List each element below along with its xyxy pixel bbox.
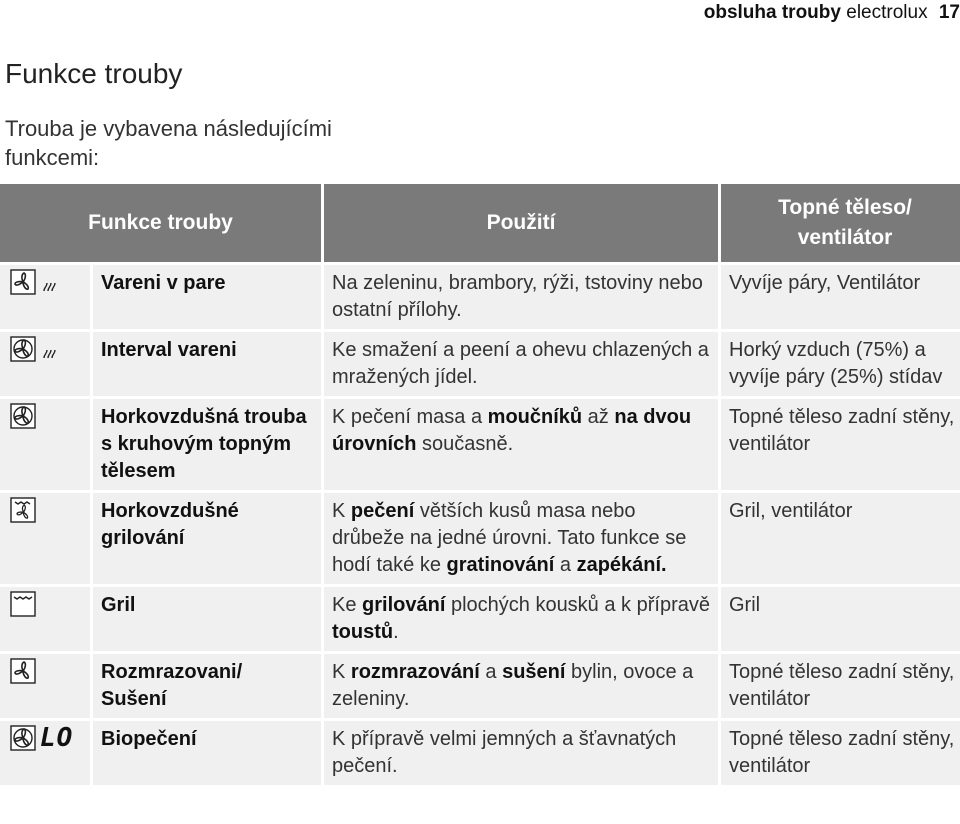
functions-table bbox=[0, 181, 960, 788]
function-name: Horkovzdušné grilování bbox=[93, 493, 321, 584]
function-use: Ke smažení a peení a ohevu chlazených a mražených jídel. bbox=[324, 332, 718, 396]
table-row bbox=[0, 654, 960, 718]
function-heating: Topné těleso zadní stěny, ventilátor bbox=[721, 399, 960, 490]
table-header-row bbox=[0, 184, 960, 262]
function-use: K pečení masa a moučníků až na dvou úrovních současně. bbox=[324, 399, 718, 490]
table-row bbox=[0, 493, 960, 584]
function-heating: Topné těleso zadní stěny, ventilátor bbox=[721, 721, 960, 785]
function-heating: Gril bbox=[721, 587, 960, 651]
table-row bbox=[0, 332, 960, 396]
function-heating: Vyvíje páry, Ventilátor bbox=[721, 265, 960, 329]
fan-icon bbox=[10, 658, 36, 684]
function-use: K rozmrazování a sušení bylin, ovoce a zeleniny. bbox=[324, 654, 718, 718]
row-icon-cell bbox=[0, 654, 90, 718]
function-name: Biopečení bbox=[93, 721, 321, 785]
ring-fan-lo-icon bbox=[10, 725, 74, 751]
grill-icon bbox=[10, 591, 36, 617]
function-heating: Topné těleso zadní stěny, ventilátor bbox=[721, 654, 960, 718]
ring-fan-steam-icon bbox=[10, 336, 62, 362]
function-heating: Gril, ventilátor bbox=[721, 493, 960, 584]
header-section: obsluha trouby bbox=[703, 2, 841, 23]
function-use: Na zeleninu, brambory, rýži, tstoviny nebo ostatní přílohy. bbox=[324, 265, 718, 329]
table-row bbox=[0, 265, 960, 329]
icon-label-lo: LO bbox=[40, 723, 74, 753]
header-brand: electrolux bbox=[846, 2, 928, 23]
function-heating: Horký vzduch (75%) a vyvíje páry (25%) stídav bbox=[721, 332, 960, 396]
function-name: Rozmrazovani/ Sušení bbox=[93, 654, 321, 718]
page-header bbox=[704, 2, 960, 24]
ring-fan-icon bbox=[10, 403, 36, 429]
grill-fan-icon bbox=[10, 497, 36, 523]
function-use: K pečení větších kusů masa nebo drůbeže na jedné úrovni. Tato funkce se hodí také ke gratinování a zapékání. bbox=[324, 493, 718, 584]
function-name: Horkovzdušná trouba s kruhovým topným tělesem bbox=[93, 399, 321, 490]
function-name: Interval vareni bbox=[93, 332, 321, 396]
intro-text: Trouba je vybavena následujícími funkcemi: bbox=[5, 116, 332, 170]
col-header-function: Funkce trouby bbox=[0, 184, 321, 262]
function-use: Ke grilování plochých kousků a k přípravě toustů. bbox=[324, 587, 718, 651]
function-name: Vareni v pare bbox=[93, 265, 321, 329]
col-header-use: Použití bbox=[324, 184, 718, 262]
table-row bbox=[0, 587, 960, 651]
row-icon-cell bbox=[0, 493, 90, 584]
fan-steam-icon bbox=[10, 269, 62, 295]
table-row bbox=[0, 399, 960, 490]
col-header-heating: Topné těleso/ ventilátor bbox=[721, 184, 960, 262]
page-title: Funkce trouby bbox=[5, 58, 183, 89]
row-icon-cell bbox=[0, 265, 90, 329]
row-icon-cell bbox=[0, 587, 90, 651]
row-icon-cell bbox=[0, 399, 90, 490]
row-icon-cell bbox=[0, 721, 90, 785]
function-name: Gril bbox=[93, 587, 321, 651]
table-row bbox=[0, 721, 960, 785]
page-number: 17 bbox=[938, 2, 960, 23]
row-icon-cell bbox=[0, 332, 90, 396]
function-use: K přípravě velmi jemných a šťavnatých pečení. bbox=[324, 721, 718, 785]
